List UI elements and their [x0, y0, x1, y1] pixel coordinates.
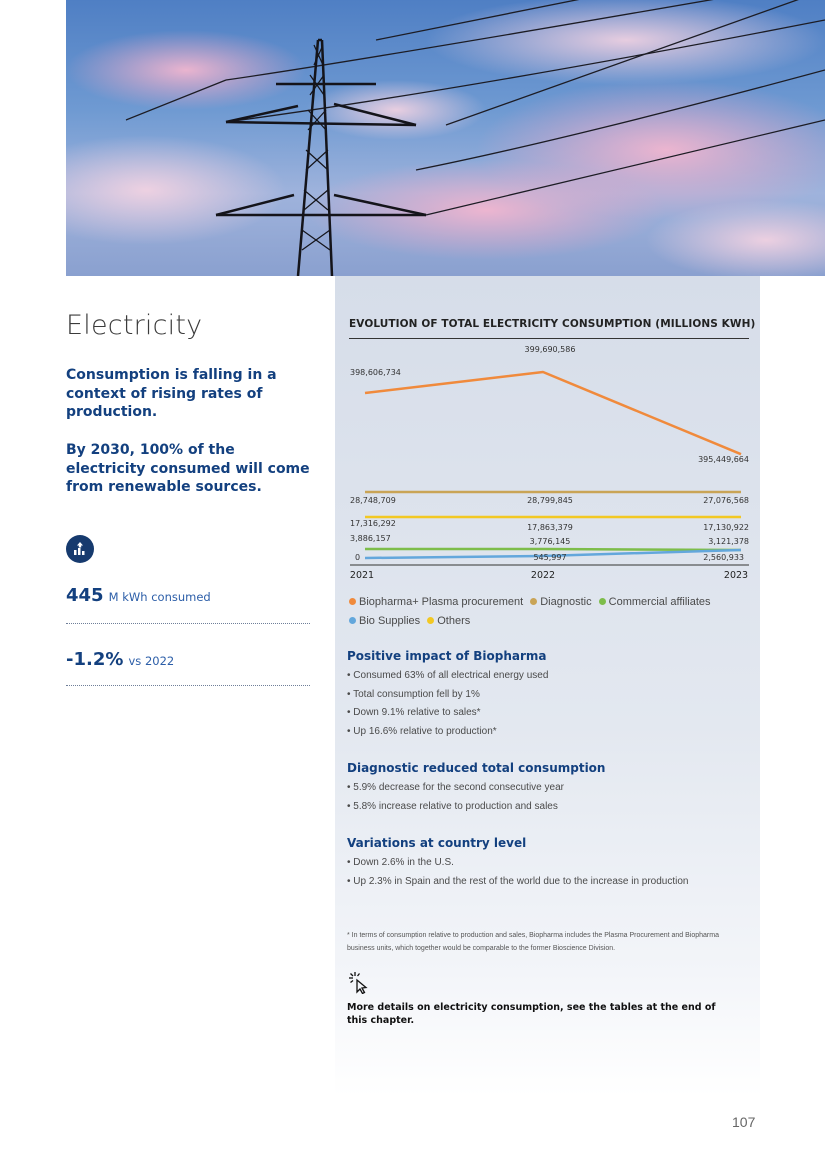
list-item: • Up 16.6% relative to production*: [347, 723, 757, 742]
click-cursor-icon: [347, 970, 371, 994]
legend-item: [427, 615, 470, 627]
list-item: • Total consumption fell by 1%: [347, 686, 757, 705]
bar-chart-up-icon: [66, 535, 94, 563]
series-line-biopharma-plasma-procurement: [365, 372, 741, 454]
data-label: 3,886,157: [350, 534, 391, 543]
section-country-variations: [347, 836, 757, 891]
x-tick-label: 2021: [349, 570, 375, 581]
list-item: • Consumed 63% of all electrical energy used: [347, 667, 757, 686]
x-tick-label: 2022: [530, 570, 556, 581]
data-label: 398,606,734: [350, 368, 401, 377]
chart-legend: [349, 593, 759, 631]
legend-item: [349, 615, 420, 627]
divider: [66, 623, 310, 624]
legend-dot-icon: [427, 617, 434, 624]
series-line-commercial-affiliates: [365, 549, 741, 550]
section-heading: Positive impact of Biopharma: [347, 649, 547, 663]
kpi-consumption-unit: M kWh consumed: [108, 590, 211, 604]
page-title: Electricity: [66, 310, 203, 341]
legend-dot-icon: [530, 598, 537, 605]
legend-label: Bio Supplies: [359, 615, 421, 627]
kpi-change: [66, 649, 174, 670]
list-item: • Up 2.3% in Spain and the rest of the world due to the increase in production: [347, 873, 757, 892]
legend-item: [530, 596, 591, 608]
data-label: 28,799,845: [527, 496, 573, 505]
kpi-consumption-value: 445: [66, 585, 104, 606]
list-item: • 5.9% decrease for the second consecutive year: [347, 779, 757, 798]
legend-label: Biopharma+ Plasma procurement: [359, 596, 524, 608]
hero-image-power-pylon: [66, 0, 825, 276]
footnote: * In terms of consumption relative to production and sales, Biopharma includes the Plasma Procurement and Biopharma business units, which together would be comparable to the former Bioscience Division.: [347, 932, 719, 952]
data-label: 17,130,922: [703, 523, 749, 532]
legend-item: [599, 596, 711, 608]
data-label: 3,121,378: [708, 537, 749, 546]
legend-item: [349, 596, 523, 608]
data-label: 399,690,586: [524, 345, 576, 354]
kpi-change-value: -1.2%: [66, 649, 124, 670]
data-label: 17,316,292: [350, 519, 396, 528]
section-heading: Variations at country level: [347, 836, 527, 850]
section-biopharma: [347, 649, 757, 741]
lead-statement-1: Consumption is falling in a context of rising rates of production.: [66, 367, 277, 420]
lead-statement-2: By 2030, 100% of the electricity consumed will come from renewable sources.: [66, 442, 310, 495]
section-heading: Diagnostic reduced total consumption: [347, 761, 606, 775]
pylon-illustration: [66, 0, 825, 276]
divider: [66, 685, 310, 686]
section-diagnostic: [347, 761, 757, 816]
legend-label: Diagnostic: [540, 596, 592, 608]
kpi-consumption: [66, 585, 211, 606]
legend-label: Commercial affiliates: [608, 596, 711, 608]
data-label: 27,076,568: [703, 496, 749, 505]
legend-label: Others: [437, 615, 471, 627]
data-label: 2,560,933: [703, 553, 744, 562]
chart-title-rule: [349, 338, 749, 339]
kpi-change-unit: vs 2022: [128, 654, 175, 668]
list-item: • Down 2.6% in the U.S.: [347, 854, 757, 873]
x-tick-label: 2023: [723, 570, 749, 581]
data-label: 3,776,145: [529, 537, 571, 546]
data-label: 0: [355, 553, 361, 562]
data-label: 28,748,709: [350, 496, 396, 505]
chart-title: EVOLUTION OF TOTAL ELECTRICITY CONSUMPTION (MILLIONS KWH): [349, 318, 756, 330]
more-details-link[interactable]: More details on electricity consumption, see the tables at the end of this chapter.: [347, 1002, 716, 1026]
legend-dot-icon: [599, 598, 606, 605]
legend-dot-icon: [349, 598, 356, 605]
page-number: 107: [732, 1114, 756, 1130]
list-item: • Down 9.1% relative to sales*: [347, 704, 757, 723]
legend-dot-icon: [349, 617, 356, 624]
data-label: 17,863,379: [527, 523, 573, 532]
data-label: 395,449,664: [698, 455, 749, 464]
list-item: • 5.8% increase relative to production and sales: [347, 798, 757, 817]
data-label: 545,997: [533, 553, 567, 562]
electricity-line-chart: [335, 340, 760, 585]
